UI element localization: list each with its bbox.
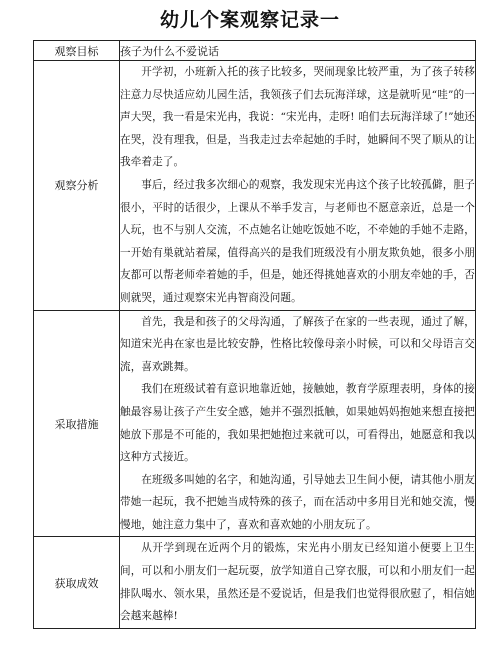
measures-paragraph-2: 我们在班级试着有意识地靠近她，接触她，教育学原理表明，身体的接触最容易让孩子产生安全感，她并不强烈抵触，如果她妈妈抱她来想直接把她放下那是不可能的，我如果把她抱过来就可以，可看得出，她愿意和我以这种方式接近。 <box>120 383 475 464</box>
measures-cell <box>120 310 476 537</box>
results-paragraph-1: 从开学到现在近两个月的锻炼，宋光冉小朋友已经知道小便要上卫生间，可以和小朋友们一起玩耍，放学知道自己穿衣服，可以和小朋友们一起排队喝水、领水果，虽然还是不爱说话，但是我们也觉得很欣慰了，相信她会越来越棒! <box>120 542 475 623</box>
document-title: 幼儿个案观察记录一 <box>159 9 340 31</box>
goal-text: 孩子为什么不爱说话 <box>120 41 476 61</box>
row-label-goal: 观察目标 <box>34 41 120 61</box>
analysis-paragraph-1: 开学初，小班新入托的孩子比较多，哭闹现象比较严重，为了孩子转移注意力尽快适应幼儿园生活，我领孩子们去玩海洋球，这是就听见“哇”的一声大哭，我一看是宋光冉，我说：“宋光冉，走呀! 咱们去玩海洋球了!”她还在哭，没有理我，但是，当我走过去牵起她的手时，她瞬间不哭了顺从的让我牵着走了。 <box>120 66 475 169</box>
table-row-results <box>34 537 476 628</box>
measures-paragraph-1: 首先，我是和孩子的父母沟通，了解孩子在家的一些表现，通过了解，知道宋光冉在家也是比较安静，性格比较像母亲小时候，可以和父母语言交流，喜欢跳舞。 <box>120 315 475 373</box>
table-row-goal <box>34 41 476 61</box>
row-label-results: 获取成效 <box>34 537 120 628</box>
measures-paragraph-3: 在班级多叫她的名字，和她沟通，引导她去卫生间小便，请其他小朋友带她一起玩，我不把她当成特殊的孩子，而在活动中多用目光和她交流，慢慢地，她注意力集中了，喜欢和喜欢她的小朋友玩了。 <box>120 473 475 531</box>
observation-table <box>33 40 476 629</box>
row-label-measures: 采取措施 <box>34 310 120 537</box>
row-label-analysis: 观察分析 <box>34 61 120 311</box>
analysis-paragraph-2: 事后，经过我多次细心的观察，我发现宋光冉这个孩子比较孤僻，胆子很小，平时的话很少，上课从不举手发言，与老师也不愿意亲近，总是一个人玩，也不与别人交流，不点她名让她吃饭她不吃，不牵她的手她不走路，一开始有巣就站着屎，值得高兴的是我们班级没有小朋友欺负她，很多小朋友都可以帮老师牵着她的手，但是，她还得挑她喜欢的小朋友牵她的手，否则就哭，通过观察宋光冉智商没问题。 <box>120 178 475 304</box>
table-row-measures <box>34 310 476 537</box>
table-row-analysis <box>34 61 476 311</box>
analysis-cell <box>120 61 476 311</box>
results-cell <box>120 537 476 628</box>
